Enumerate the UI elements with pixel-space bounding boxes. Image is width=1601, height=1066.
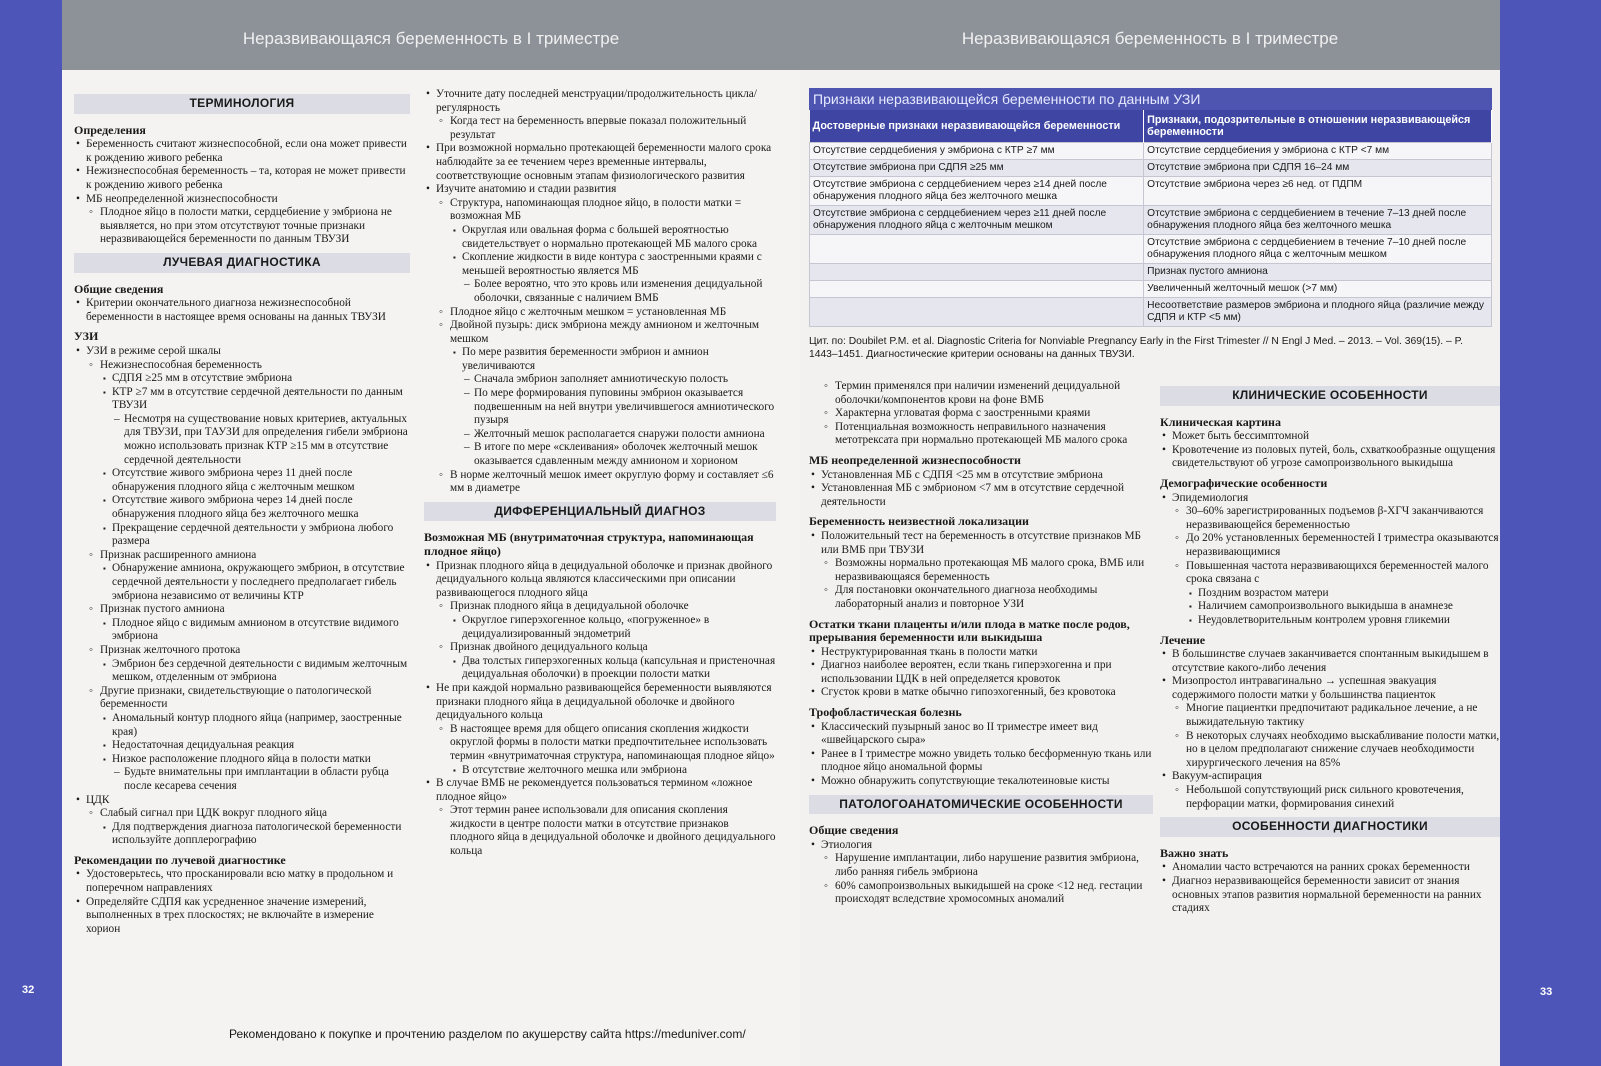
sub-bullet-item: ◦ Другие признаки, свидетельствующие о патологической беременности — [74, 685, 410, 712]
bullet-item: • Установленная МБ с эмбрионом <7 мм в отсутствие сердечной деятельности — [809, 482, 1153, 509]
citation: Цит. по: Doubilet P.M. et al. Diagnostic Criteria for Nonviable Pregnancy Early in the First Trimester // N Engl J Med. – 2013. – Vol. 369(15). – P. 1443–1451. Диагностические критерии основаны на данных ТВУЗИ. — [809, 336, 1463, 360]
dash-item: – По мере формирования пуповины эмбрион оказывается подвешенным на ней внутри увеличившегося амниотического пузыря — [424, 387, 776, 428]
sub-sub-bullet-item: ▪ КТР ≥7 мм в отсутствие сердечной деятельности по данным ТВУЗИ — [74, 386, 410, 413]
dash-item: – Будьте внимательны при имплантации в области рубца после кесарева сечения — [74, 766, 410, 793]
table-row — [810, 160, 1492, 177]
table-header-definite: Достоверные признаки неразвивающейся беременности — [810, 110, 1144, 143]
subheading: Остатки ткани плаценты и/или плода в матке после родов, прерывания беременности или выкидыша — [809, 616, 1130, 645]
sub-sub-bullet-item: ▪ Аномальный контур плодного яйца (например, заостренные края) — [74, 712, 410, 739]
sub-bullet-item: ◦ Признак плодного яйца в децидуальной оболочке — [424, 600, 776, 614]
dash-item: – Более вероятно, что это кровь или изменения децидуальной оболочки, связанные с наличием ВМБ — [424, 278, 776, 305]
subheading: Демографические особенности — [1160, 475, 1328, 490]
bullet-item: • Мизопростол интравагинально → успешная эвакуация содержимого полости матки у большинства пациенток — [1160, 675, 1500, 702]
footer-note: Рекомендовано к покупке и прочтению разделом по акушерству сайта https://meduniver.com/ — [229, 1027, 746, 1041]
bullet-item: • Не при каждой нормально развивающейся беременности выявляются признаки плодного яйца в децидуальной оболочке и двойного децидуального кольца — [424, 682, 776, 723]
left-header: Неразвивающаяся беременность в I триместре — [62, 0, 800, 70]
definite-sign-cell: Отсутствие эмбриона при СДПЯ ≥25 мм — [810, 160, 1144, 177]
sub-sub-bullet-item: ▪ Эмбрион без сердечной деятельности с видимым желточным мешком, отделенным от эмбриона — [74, 658, 410, 685]
sub-bullet-item: ◦ Плодное яйцо с желточным мешком = установленная МБ — [424, 306, 776, 320]
bullet-item: • Неструктурированная ткань в полости матки — [809, 646, 1153, 660]
column-1 — [74, 88, 410, 936]
sub-bullet-item: ◦ Возможны нормально протекающая МБ малого срока, ВМБ или неразвивающаяся беременность — [809, 557, 1153, 584]
sub-bullet-item: ◦ Признак расширенного амниона — [74, 549, 410, 563]
sub-sub-bullet-item: ▪ Наличием самопроизвольного выкидыша в анамнезе — [1160, 600, 1500, 614]
suspicious-sign-cell: Отсутствие сердцебиения у эмбриона с КТР <7 мм — [1144, 143, 1492, 160]
suspicious-sign-cell: Увеличенный желточный мешок (>7 мм) — [1144, 281, 1492, 298]
subheading: Возможная МБ (внутриматочная структура, напоминающая плодное яйцо) — [424, 530, 754, 558]
bullet-item: • Кровотечение из половых путей, боль, схваткообразные ощущения свидетельствуют об угрозе самопроизвольного выкидыша — [1160, 444, 1500, 471]
sub-sub-bullet-item: ▪ Два толстых гиперэхогенных кольца (капсульная и пристеночная децидуальная оболочки) в проекции полости матки — [424, 655, 776, 682]
column-3 — [809, 380, 1153, 907]
bullet-item: • Диагноз наиболее вероятен, если ткань гиперэхогенна и при использовании ЦДК в ней определяется кровоток — [809, 659, 1153, 686]
table-caption: Признаки неразвивающейся беременности по данным УЗИ — [809, 88, 1492, 110]
sub-bullet-item: ◦ Нежизнеспособная беременность — [74, 359, 410, 373]
bullet-item: • Диагноз неразвивающейся беременности зависит от знания основных этапов развития нормальной беременности на ранних стадиях — [1160, 875, 1500, 916]
uzi-signs-table — [809, 88, 1492, 327]
sub-sub-bullet-item: ▪ Прекращение сердечной деятельности у эмбриона любого размера — [74, 522, 410, 549]
definite-sign-cell — [810, 298, 1144, 327]
bullet-item: • Уточните дату последней менструации/продолжительность цикла/регулярность — [424, 88, 776, 115]
sub-sub-bullet-item: ▪ Скопление жидкости в виде контура с заостренными краями с меньшей вероятностью является МБ — [424, 251, 776, 278]
bullet-item: • Критерии окончательного диагноза нежизнеспособной беременности в настоящее время основаны на данных ТВУЗИ — [74, 297, 410, 324]
sub-bullet-item: ◦ 30–60% зарегистрированных подъемов β-ХГЧ заканчиваются неразвивающейся беременностью — [1160, 505, 1500, 532]
bullet-item: • Аномалии часто встречаются на ранних сроках беременности — [1160, 861, 1500, 875]
bullet-item: • Положительный тест на беременность в отсутствие признаков МБ или ВМБ при ТВУЗИ — [809, 530, 1153, 557]
sub-bullet-item: ◦ 60% самопроизвольных выкидышей на сроке <12 нед. гестации происходят вследствие хромосомных аномалий — [809, 880, 1153, 907]
sub-bullet-item: ◦ В некоторых случаях необходимо выскабливание полости матки, но в целом предполагают снижение случаев необходимости хирургического лечения на 85% — [1160, 730, 1500, 771]
sub-bullet-item: ◦ Двойной пузырь: диск эмбриона между амнионом и желточным мешком — [424, 319, 776, 346]
bullet-item: • Беременность считают жизнеспособной, если она может привести к рождению живого ребенка — [74, 138, 410, 165]
definite-sign-cell — [810, 235, 1144, 264]
table-row — [810, 264, 1492, 281]
bullet-item: • Вакуум-аспирация — [1160, 770, 1500, 784]
section-heading: ЛУЧЕВАЯ ДИАГНОСТИКА — [74, 253, 410, 273]
sub-sub-bullet-item: ▪ Округлое гиперэхогенное кольцо, «погруженное» в децидуализированный эндометрий — [424, 614, 776, 641]
table-row — [810, 281, 1492, 298]
table-row — [810, 235, 1492, 264]
sub-bullet-item: ◦ Когда тест на беременность впервые показал положительный результат — [424, 115, 776, 142]
column-2 — [424, 88, 776, 859]
left-blue-margin — [0, 0, 62, 1066]
sub-bullet-item: ◦ До 20% установленных беременностей I триместра оказываются неразвивающимися — [1160, 532, 1500, 559]
sub-bullet-item: ◦ Этот термин ранее использовали для описания скопления жидкости в центре полости матки в отсутствие признаков плодного яйца в децидуальной оболочке и двойного децидуального кольца — [424, 804, 776, 858]
dash-item: – Сначала эмбрион заполняет амниотическую полость — [424, 373, 776, 387]
sub-bullet-item: ◦ В настоящее время для общего описания скопления жидкости округлой формы в полости матки предпочтительнее использовать термин «внутриматочная структура, напоминающая плодное яйцо» — [424, 723, 776, 764]
subheading: МБ неопределенной жизнеспособности — [809, 452, 1021, 467]
sub-bullet-item: ◦ Структура, напоминающая плодное яйцо, в полости матки = возможная МБ — [424, 197, 776, 224]
right-header: Неразвивающаяся беременность в I триместре — [800, 0, 1500, 70]
sub-bullet-item: ◦ Многие пациентки предпочитают радикальное лечение, а не выжидательную тактику — [1160, 702, 1500, 729]
bullet-item: • Признак плодного яйца в децидуальной оболочке и признак двойного децидуального кольца являются классическими при описании развивающегося плодного яйца — [424, 560, 776, 601]
dash-item: – В итоге по мере «склеивания» оболочек желточный мешок оказывается сдавленным между амнионом и хорионом — [424, 441, 776, 468]
sub-sub-bullet-item: ▪ СДПЯ ≥25 мм в отсутствие эмбриона — [74, 372, 410, 386]
definite-sign-cell: Отсутствие эмбриона с сердцебиением через ≥11 дней после обнаружения плодного яйца с желточным мешком — [810, 206, 1144, 235]
subheading: УЗИ — [74, 329, 99, 344]
section-heading: ТЕРМИНОЛОГИЯ — [74, 94, 410, 114]
column-4 — [1160, 380, 1500, 916]
bullet-item: • Сгусток крови в матке обычно гипоэхогенный, без кровотока — [809, 686, 1153, 700]
sub-bullet-item: ◦ Для постановки окончательного диагноза необходимы лабораторный анализ и повторное УЗИ — [809, 584, 1153, 611]
bullet-item: • Удостоверьтесь, что просканировали всю матку в продольном и поперечном направлениях — [74, 868, 410, 895]
sub-sub-bullet-item: ▪ Для подтверждения диагноза патологической беременности используйте допплерографию — [74, 821, 410, 848]
sub-bullet-item: ◦ Признак желточного протока — [74, 644, 410, 658]
suspicious-sign-cell: Отсутствие эмбриона при СДПЯ 16–24 мм — [1144, 160, 1492, 177]
right-blue-margin — [1500, 0, 1601, 1066]
subheading: Общие сведения — [809, 823, 899, 838]
sub-bullet-item: ◦ Повышенная частота неразвивающихся беременностей малого срока связана с — [1160, 560, 1500, 587]
subheading: Лечение — [1160, 632, 1206, 647]
bullet-item: • В большинстве случаев заканчивается спонтанным выкидышем в отсутствие какого-либо лечения — [1160, 648, 1500, 675]
dash-item: – Несмотря на существование новых критериев, актуальных для ТВУЗИ, при ТАУЗИ для определения гибели эмбриона можно использовать признак КТР ≥15 мм в отсутствие сердечной деятельности — [74, 413, 410, 467]
sub-sub-bullet-item: ▪ Округлая или овальная форма с большей вероятностью свидетельствует о нормально протекающей МБ малого срока — [424, 224, 776, 251]
sub-sub-bullet-item: ▪ Отсутствие живого эмбриона через 14 дней после обнаружения плодного яйца без желточного мешка — [74, 494, 410, 521]
definite-sign-cell — [810, 264, 1144, 281]
definite-sign-cell: Отсутствие сердцебиения у эмбриона с КТР ≥7 мм — [810, 143, 1144, 160]
bullet-item: • Нежизнеспособная беременность – та, которая не может привести к рождению живого ребенка — [74, 165, 410, 192]
section-heading: ОСОБЕННОСТИ ДИАГНОСТИКИ — [1160, 817, 1500, 837]
sub-sub-bullet-item: ▪ Поздним возрастом матери — [1160, 587, 1500, 601]
subheading: Беременность неизвестной локализации — [809, 514, 1029, 529]
sub-bullet-item: ◦ Признак двойного децидуального кольца — [424, 641, 776, 655]
sub-bullet-item: ◦ Признак пустого амниона — [74, 603, 410, 617]
suspicious-sign-cell: Отсутствие эмбриона через ≥6 нед. от ПДПМ — [1144, 177, 1492, 206]
bullet-item: • В случае ВМБ не рекомендуется пользоваться термином «ложное плодное яйцо» — [424, 777, 776, 804]
subheading: Важно знать — [1160, 845, 1229, 860]
bullet-item: • ЦДК — [74, 794, 410, 808]
table-row — [810, 143, 1492, 160]
left-page — [0, 0, 800, 1066]
sub-sub-bullet-item: ▪ Обнаружение амниона, окружающего эмбрион, в отсутствие сердечной деятельности у последнего предполагает гибель эмбриона независимо от величины КТР — [74, 562, 410, 603]
sub-sub-bullet-item: ▪ По мере развития беременности эмбрион и амнион увеличиваются — [424, 346, 776, 373]
definite-sign-cell — [810, 281, 1144, 298]
section-heading: ДИФФЕРЕНЦИАЛЬНЫЙ ДИАГНОЗ — [424, 502, 776, 522]
bullet-item: • МБ неопределенной жизнеспособности — [74, 193, 410, 207]
bullet-item: • При возможной нормально протекающей беременности малого срока наблюдайте за ее течением через временные интервалы, соответствующие основным этапам физиологического развития — [424, 142, 776, 183]
sub-bullet-item: ◦ Характерна угловатая форма с заостренными краями — [809, 407, 1153, 421]
sub-bullet-item: ◦ Слабый сигнал при ЦДК вокруг плодного яйца — [74, 807, 410, 821]
sub-bullet-item: ◦ В норме желточный мешок имеет округлую форму и составляет ≤6 мм в диаметре — [424, 469, 776, 496]
bullet-item: • УЗИ в режиме серой шкалы — [74, 345, 410, 359]
sub-sub-bullet-item: ▪ В отсутствие желточного мешка или эмбриона — [424, 764, 776, 778]
section-heading: КЛИНИЧЕСКИЕ ОСОБЕННОСТИ — [1160, 386, 1500, 406]
sub-bullet-item: ◦ Потенциальная возможность неправильного назначения метотрексата при нормально протекающей МБ малого срока — [809, 421, 1153, 448]
right-page-number: 33 — [1540, 986, 1553, 998]
bullet-item: • Можно обнаружить сопутствующие текалютеиновые кисты — [809, 775, 1153, 789]
bullet-item: • Может быть бессимптомной — [1160, 430, 1500, 444]
sub-sub-bullet-item: ▪ Отсутствие живого эмбриона через 11 дней после обнаружения плодного яйца с желточным мешком — [74, 467, 410, 494]
bullet-item: • Этиология — [809, 839, 1153, 853]
section-heading: ПАТОЛОГОАНАТОМИЧЕСКИЕ ОСОБЕННОСТИ — [809, 795, 1153, 815]
sub-sub-bullet-item: ▪ Низкое расположение плодного яйца в полости матки — [74, 753, 410, 767]
sub-sub-bullet-item: ▪ Плодное яйцо с видимым амнионом в отсутствие видимого эмбриона — [74, 617, 410, 644]
sub-sub-bullet-item: ▪ Неудовлетворительным контролем уровня гликемии — [1160, 614, 1500, 628]
suspicious-sign-cell: Признак пустого амниона — [1144, 264, 1492, 281]
subheading: Общие сведения — [74, 281, 164, 296]
sub-sub-bullet-item: ▪ Недостаточная децидуальная реакция — [74, 739, 410, 753]
sub-bullet-item: ◦ Небольшой сопутствующий риск сильного кровотечения, перфорации матки, формирования синехий — [1160, 784, 1500, 811]
sub-bullet-item: ◦ Нарушение имплантации, либо нарушение развития эмбриона, либо ранняя гибель эмбриона — [809, 852, 1153, 879]
table-row — [810, 177, 1492, 206]
left-page-number: 32 — [22, 984, 35, 996]
table-row — [810, 298, 1492, 327]
subheading: Трофобластическая болезнь — [809, 705, 962, 720]
bullet-item: • Установленная МБ с СДПЯ <25 мм в отсутствие эмбриона — [809, 469, 1153, 483]
bullet-item: • Определяйте СДПЯ как усредненное значение измерений, выполненных в трех плоскостях; не включайте в измерение хорион — [74, 896, 410, 937]
suspicious-sign-cell: Отсутствие эмбриона с сердцебиением в течение 7–10 дней после обнаружения плодного яйца с желточным мешком — [1144, 235, 1492, 264]
table-row — [810, 206, 1492, 235]
table-header-suspicious: Признаки, подозрительные в отношении неразвивающейся беременности — [1144, 110, 1492, 143]
bullet-item: • Изучите анатомию и стадии развития — [424, 183, 776, 197]
bullet-item: • Классический пузырный занос во II триместре имеет вид «швейцарского сыра» — [809, 721, 1153, 748]
definite-sign-cell: Отсутствие эмбриона с сердцебиением через ≥14 дней после обнаружения плодного яйца без желточного мешка — [810, 177, 1144, 206]
subheading: Определения — [74, 122, 146, 137]
subheading: Рекомендации по лучевой диагностике — [74, 852, 286, 867]
subheading: Клиническая картина — [1160, 414, 1281, 429]
suspicious-sign-cell: Отсутствие эмбриона с сердцебиением в течение 7–13 дней после обнаружения плодного яйца без желточного мешка — [1144, 206, 1492, 235]
sub-bullet-item: ◦ Плодное яйцо в полости матки, сердцебиение у эмбриона не выявляется, но при этом отсутствуют точные признаки неразвивающейся беременности по данным ТВУЗИ — [74, 206, 410, 247]
bullet-item: • Ранее в I триместре можно увидеть только бесформенную ткань или плодное яйцо аномальной формы — [809, 748, 1153, 775]
dash-item: – Желточный мешок располагается снаружи полости амниона — [424, 428, 776, 442]
bullet-item: • Эпидемиология — [1160, 492, 1500, 506]
sub-bullet-item: ◦ Термин применялся при наличии изменений децидуальной оболочки/компонентов крови на фоне ВМБ — [809, 380, 1153, 407]
suspicious-sign-cell: Несоответствие размеров эмбриона и плодного яйца (различие между СДПЯ и КТР <5 мм) — [1144, 298, 1492, 327]
